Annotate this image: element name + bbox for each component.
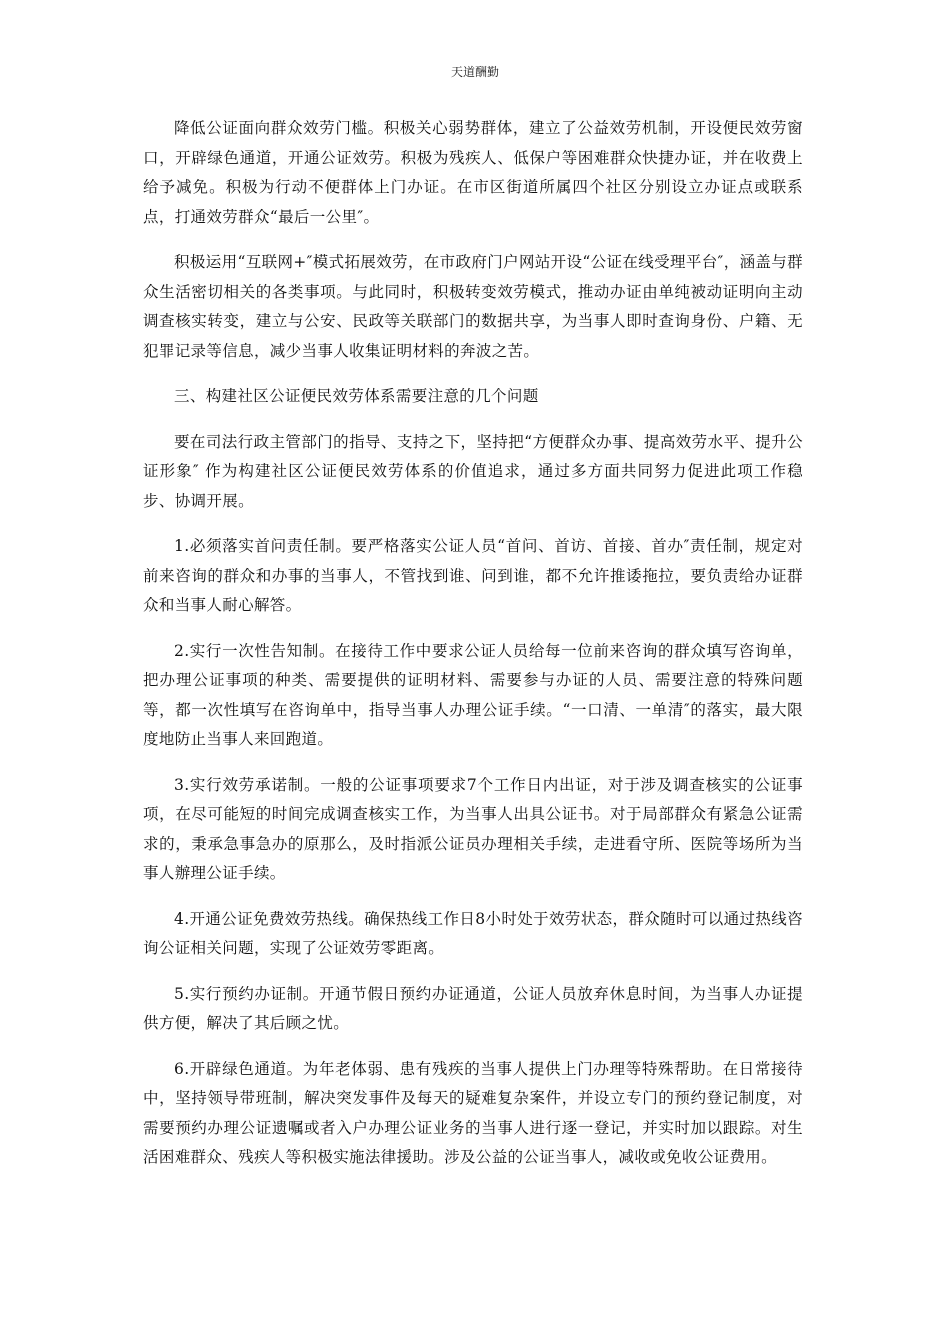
list-item-hotline: 4.开通公证免费效劳热线。确保热线工作日8小时处于效劳状态，群众随时可以通过热线咨询公证相关问题，实现了公证效劳零距离。 [143, 909, 803, 957]
page-header: 天道酬勤 [450, 65, 499, 79]
paragraph-internet-plus: 积极运用“互联网+″模式拓展效劳，在市政府门户网站开设“公证在线受理平台″，涵盖与群众生活密切相关的各类事项。与此同时，积极转变效劳模式，推动办证由单纯被动证明向主动调查核实转变，建立与公安、民政等关联部门的数据共享，为当事人即时查询身份、户籍、无犯罪记录等信息，减少当事人收集证明材料的奔波之苦。 [143, 253, 803, 360]
list-item-appointment: 5.实行预约办证制。开通节假日预约办证通道，公证人员放弃休息时间，为当事人办证提供方便，解决了其后顾之忧。 [143, 984, 803, 1032]
list-item-service-commitment: 3.实行效劳承诺制。一般的公证事项要求7个工作日内出证，对于涉及调查核实的公证事项，在尽可能短的时间完成调查核实工作，为当事人出具公证书。对于局部群众有紧急公证需求的，秉承急事急办的原那么，及时指派公证员办理相关手续，走进看守所、医院等场所为当事人辦理公证手续。 [143, 775, 803, 882]
list-item-green-channel: 6.开辟绿色通道。为年老体弱、患有残疾的当事人提供上门办理等特殊帮助。在日常接待中，坚持领导带班制，解决突发事件及每天的疑难复杂案件，并设立专门的预约登记制度，对需要预约办理公证遗嘱或者入户办理公证业务的当事人进行逐一登记，并实时加以跟踪。对生活困难群众、残疾人等积极实施法律援助。涉及公益的公证当事人，减收或免收公证费用。 [143, 1059, 803, 1166]
list-item-first-inquiry: 1.必须落实首问责任制。要严格落实公证人员“首问、首访、首接、首办″责任制，规定对前来咨询的群众和办事的当事人，不管找到谁、问到谁，都不允许推诿拖拉，要负责给办证群众和当事人耐心解答。 [143, 537, 803, 614]
document-body [143, 114, 803, 1189]
section-heading-three: 三、构建社区公证便民效劳体系需要注意的几个问题 [174, 387, 539, 405]
paragraph-threshold: 降低公证面向群众效劳门槛。积极关心弱势群体，建立了公益效劳机制，开设便民效劳窗口，开辟绿色通道，开通公证效劳。积极为残疾人、低保户等困难群众快捷办证，并在收费上给予减免。积极为行动不便群体上门办证。在市区街道所属四个社区分别设立办证点或联系点，打通效劳群众“最后一公里″。 [143, 119, 803, 226]
list-item-one-time-notice: 2.实行一次性告知制。在接待工作中要求公证人员给每一位前来咨询的群众填写咨询单，把办理公证事项的种类、需要提供的证明材料、需要参与办证的人员、需要注意的特殊问题等，都一次性填写在咨询单中，指导当事人办理公证手续。“一口清、一单清″的落实，最大限度地防止当事人来回跑道。 [143, 641, 803, 748]
paragraph-guidance: 要在司法行政主管部门的指导、支持之下，坚持把“方便群众办事、提高效劳水平、提升公证形象″ 作为构建社区公证便民效劳体系的价值追求，通过多方面共同努力促进此项工作稳步、协调开展。 [143, 432, 803, 510]
